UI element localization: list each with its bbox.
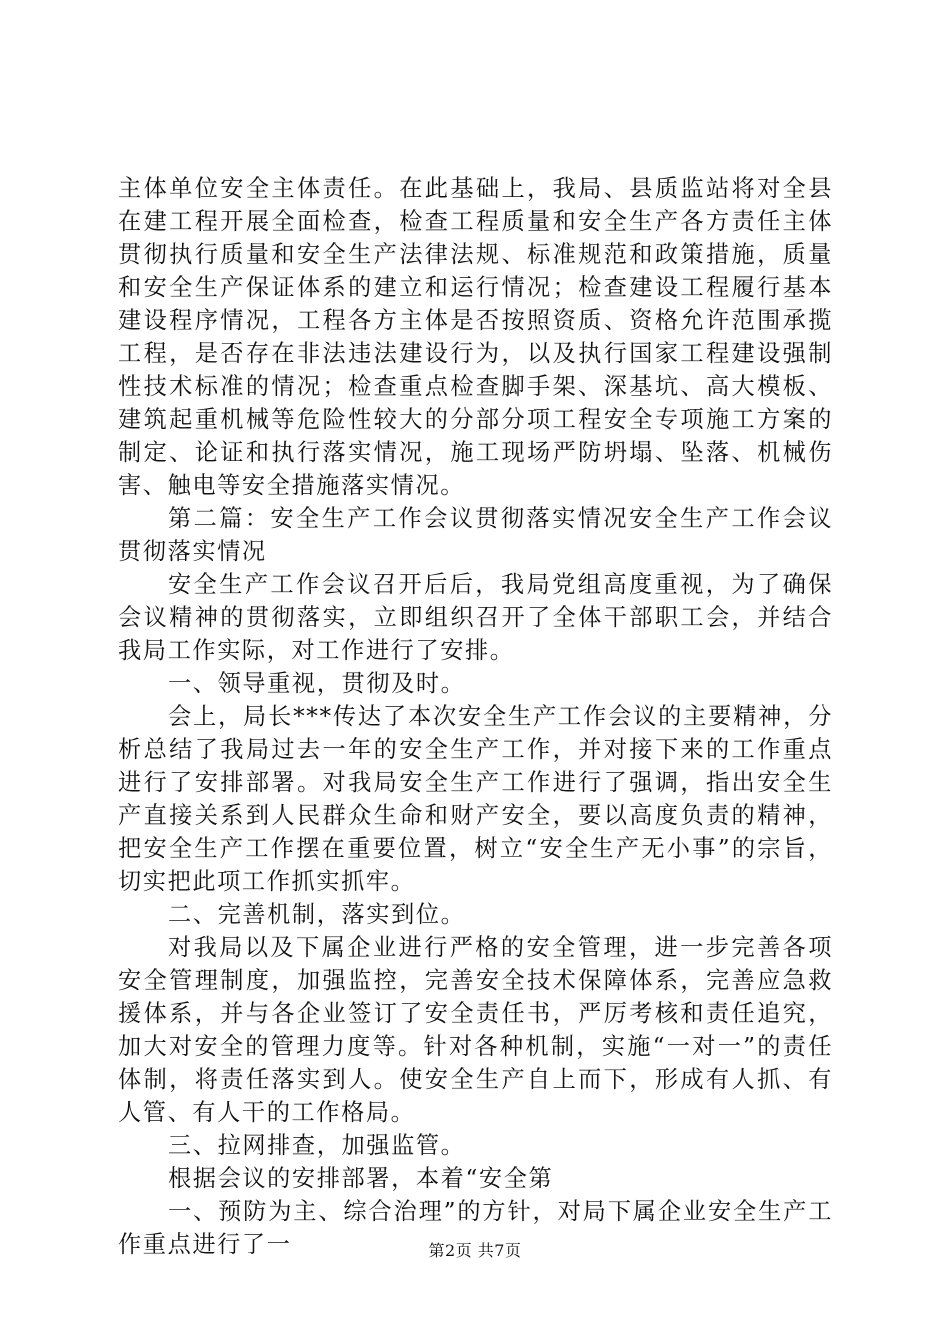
paragraph-5: 会上，局长***传达了本次安全生产工作会议的主要精神，分析总结了我局过去一年的安全生产工作，并对接下来的工作重点进行了安排部署。对我局安全生产工作进行了强调，指出安全生产直接关系到人民群众生命和财产安全，要以高度负责的精神，把安全生产工作摆在重要位置，树立“安全生产无小事”的宗旨，切实把此项工作抓实抓牢。 [118,703,833,895]
section-heading-part-two: 第二篇：安全生产工作会议贯彻落实情况安全生产工作会议贯彻落实情况 [118,505,833,565]
document-body [118,172,833,1261]
page-number-footer: 第2页 共7页 [428,1241,522,1260]
section-heading-two: 二、完善机制，落实到位。 [168,901,466,928]
section-heading-three: 三、拉网排查，加强监管。 [168,1132,466,1159]
section-heading-one: 一、领导重视，贯彻及时。 [168,670,466,697]
paragraph-3: 安全生产工作会议召开后后，我局党组高度重视，为了确保会议精神的贯彻落实，立即组织召开了全体干部职工会，并结合我局工作实际，对工作进行了安排。 [118,571,833,664]
paragraph-7: 对我局以及下属企业进行严格的安全管理，进一步完善各项安全管理制度，加强监控，完善安全技术保障体系，完善应急救援体系，并与各企业签订了安全责任书，严厉考核和责任追究，加大对安全的管理力度等。针对各种机制，实施“一对一”的责任体制，将责任落实到人。使安全生产自上而下，形成有人抓、有人管、有人干的工作格局。 [118,934,833,1126]
paragraph-10: 一、预防为主、综合治理”的方针，对局下属企业安全生产工作重点进行了一 [118,1198,833,1258]
paragraph-9: 根据会议的安排部署，本着“安全第 [168,1165,554,1192]
paragraph-1: 主体单位安全主体责任。在此基础上，我局、县质监站将对全县在建工程开展全面检查，检查工程质量和安全生产各方责任主体贯彻执行质量和安全生产法律法规、标准规范和政策措施，质量和安全生产保证体系的建立和运行情况；检查建设工程履行基本建设程序情况，工程各方主体是否按照资质、资格允许范围承揽工程，是否存在非法违法建设行为，以及执行国家工程建设强制性技术标准的情况；检查重点检查脚手架、深基坑、高大模板、建筑起重机械等危险性较大的分部分项工程安全专项施工方案的制定、论证和执行落实情况，施工现场严防坍塌、坠落、机械伤害、触电等安全措施落实情况。 [118,175,833,499]
